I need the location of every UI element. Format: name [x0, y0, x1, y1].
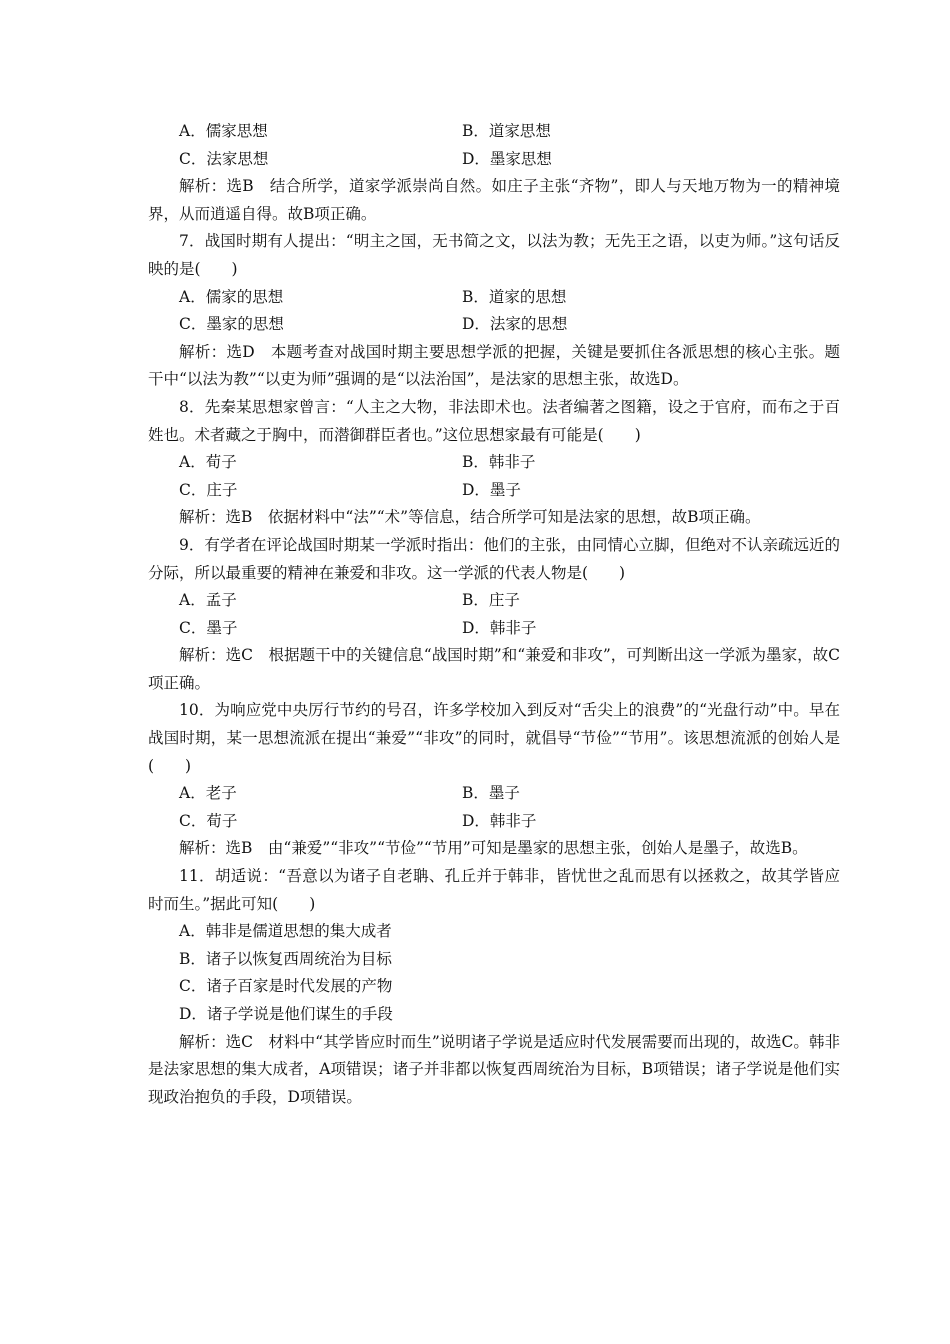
q8-option-a: A．荀子 — [179, 453, 237, 472]
q10-options-row-2 — [179, 808, 840, 836]
q9-option-d: D．韩非子 — [462, 618, 537, 637]
q10-stem: 10．为响应党中央厉行节约的号召，许多学校加入到反对“舌尖上的浪费”的“光盘行动”中。早在战国时期，某一思想流派在提出“兼爱”“非攻”的同时，就倡导“节俭”“节用”。该思想流派的创始人是( ) — [148, 701, 840, 775]
q10-option-a: A．老子 — [179, 784, 237, 803]
q8-options-row-2 — [179, 477, 840, 505]
q9-option-a: A．孟子 — [179, 591, 237, 610]
q11-option-a: A．韩非是儒道思想的集大成者 — [179, 922, 392, 941]
q10-option-c: C．荀子 — [179, 811, 238, 830]
q8-option-d: D．墨子 — [462, 480, 521, 499]
q11-option-d: D．诸子学说是他们谋生的手段 — [179, 1005, 393, 1023]
q11-analysis: 解析：选C 材料中“其学皆应时而生”说明诸子学说是适应时代发展需要而出现的，故选C。韩非是法家思想的集大成者，A项错误；诸子并非都以恢复西周统治为目标，B项错误；诸子学说是他们实现政治抱负的手段，D项错误。 — [148, 1032, 840, 1106]
q7-analysis: 解析：选D 本题考查对战国时期主要思想学派的把握，关键是要抓住各派思想的核心主张。题干中“以法为教”“以吏为师”强调的是“以法治国”，是法家的思想主张，故选D。 — [148, 342, 840, 389]
q10-option-d: D．韩非子 — [462, 811, 537, 830]
q8-options-row-1 — [179, 449, 840, 477]
q9-options-row-1 — [179, 587, 840, 615]
q8-stem: 8．先秦某思想家曾言：“人主之大物，非法即术也。法者编著之图籍，设之于官府，而布之于百姓也。术者藏之于胸中，而潜御群臣者也。”这位思想家最有可能是( ) — [148, 397, 840, 444]
q6-option-b: B．道家思想 — [462, 122, 551, 140]
q9-option-b: B．庄子 — [462, 591, 520, 610]
q8-option-c: C．庄子 — [179, 480, 238, 499]
q6-option-a: A．儒家思想 — [179, 122, 268, 140]
q7-options-row-1 — [179, 284, 840, 312]
q8-analysis: 解析：选B 依据材料中“法”“术”等信息，结合所学可知是法家的思想，故B项正确。 — [179, 508, 761, 527]
q11-option-c: C．诸子百家是时代发展的产物 — [179, 977, 393, 996]
q6-option-d: D．墨家思想 — [462, 149, 552, 168]
q7-option-d: D．法家的思想 — [462, 315, 568, 334]
q7-option-a: A．儒家的思想 — [179, 287, 284, 306]
q11-stem: 11．胡适说：“吾意以为诸子自老聃、孔丘并于韩非，皆忧世之乱而思有以拯救之，故其学皆应时而生。”据此可知( ) — [148, 867, 840, 913]
q6-options-row-1 — [179, 118, 840, 146]
q9-stem: 9．有学者在评论战国时期某一学派时指出：他们的主张，由同情心立脚，但绝对不认亲疏远近的分际，所以最重要的精神在兼爱和非攻。这一学派的代表人物是( ) — [148, 535, 840, 582]
q9-analysis: 解析：选C 根据题干中的关键信息“战国时期”和“兼爱和非攻”，可判断出这一学派为墨家，故C项正确。 — [148, 646, 840, 692]
q7-option-b: B．道家的思想 — [462, 287, 567, 306]
q10-options-row-1 — [179, 780, 840, 808]
q11-option-b: B．诸子以恢复西周统治为目标 — [179, 949, 392, 968]
q6-option-c: C．法家思想 — [179, 149, 269, 168]
q7-options-row-2 — [179, 311, 840, 339]
q10-option-b: B．墨子 — [462, 784, 520, 803]
q6-options-row-2 — [179, 146, 840, 174]
q6-analysis: 解析：选B 结合所学，道家学派崇尚自然。如庄子主张“齐物”，即人与天地万物为一的精神境界，从而逍遥自得。故B项正确。 — [148, 177, 840, 223]
q9-option-c: C．墨子 — [179, 618, 238, 637]
q7-option-c: C．墨家的思想 — [179, 315, 284, 334]
q9-options-row-2 — [179, 615, 840, 643]
q10-analysis: 解析：选B 由“兼爱”“非攻”“节俭”“节用”可知是墨家的思想主张，创始人是墨子，故选B。 — [179, 839, 808, 858]
q7-stem: 7．战国时期有人提出：“明主之国，无书简之文，以法为教；无先王之语，以吏为师。”这句话反映的是( ) — [148, 232, 840, 278]
q8-option-b: B．韩非子 — [462, 453, 536, 472]
